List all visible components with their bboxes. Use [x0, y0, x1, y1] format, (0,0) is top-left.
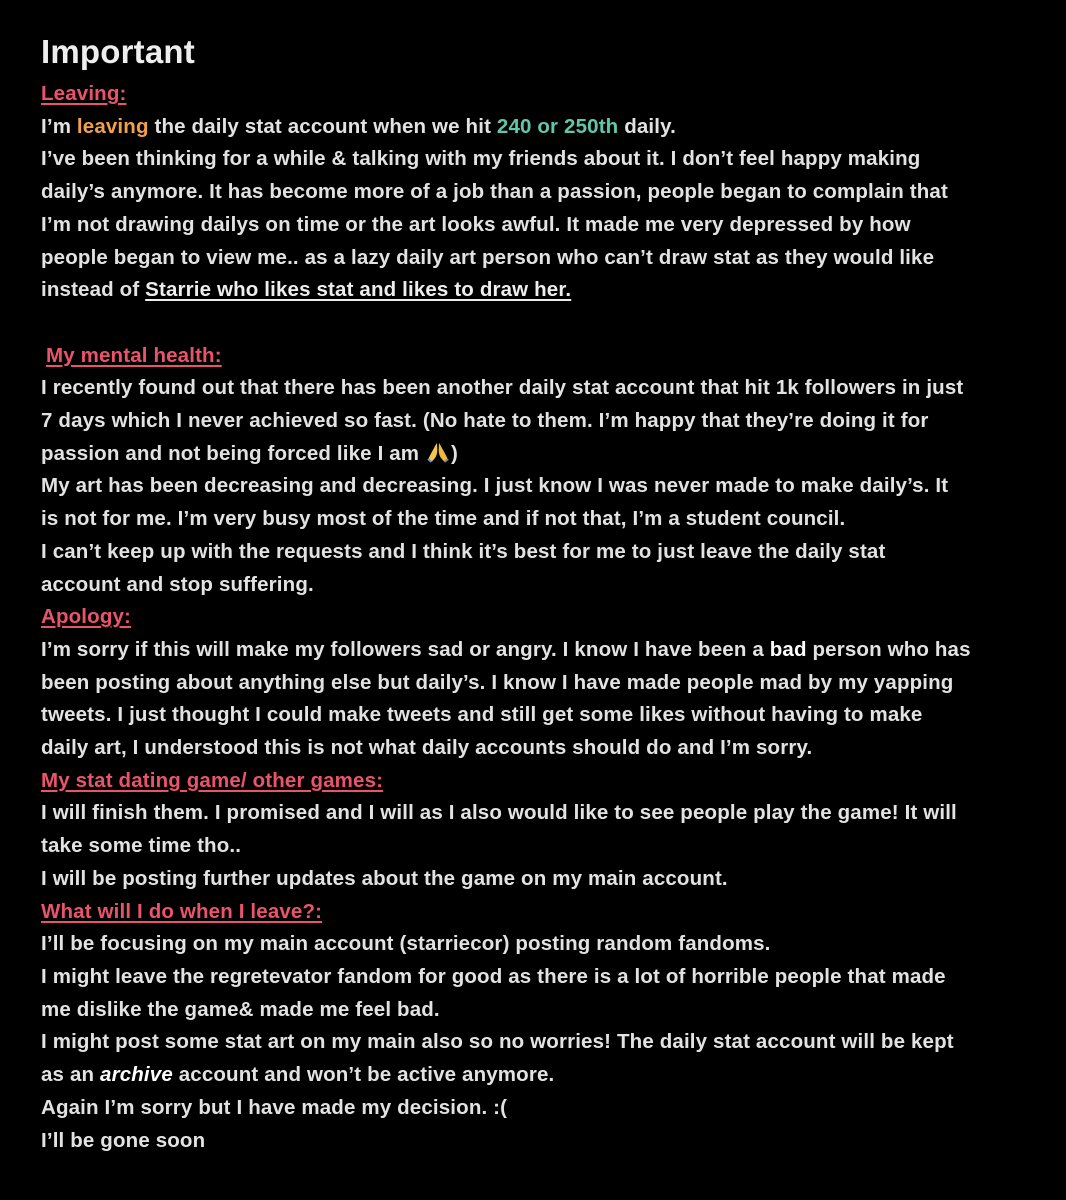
blank-line — [41, 307, 1036, 340]
section-heading-leaving: Leaving: — [41, 82, 127, 105]
apology-line-1: I’m sorry if this will make my followers sad or angry. I know I have been a bad person who has — [41, 637, 971, 661]
after-leave-line: I might post some stat art on my main also so no worries! The daily stat account will be kept — [41, 1030, 954, 1054]
page-title: Important — [41, 33, 195, 70]
section-heading-mental-health: My mental health: — [46, 343, 222, 367]
apology-line: been posting about anything else but daily’s. I know I have made people mad by my yapping — [41, 670, 954, 694]
after-leave-line: I might leave the regretevator fandom for good as there is a lot of horrible people that made — [41, 964, 946, 988]
mental-health-line: 7 days which I never achieved so fast. (No hate to them. I’m happy that they’re doing it for — [41, 409, 929, 433]
leaving-line: people began to view me.. as a lazy daily art person who can’t draw stat as they would like — [41, 245, 935, 269]
mental-health-line: I recently found out that there has been another daily stat account that hit 1k followers in just — [41, 376, 964, 400]
daily-number-highlight: 240 or 250th — [496, 114, 619, 138]
leaving-line-1: I’m leaving the daily stat account when we hit 240 or 250th daily. — [41, 114, 676, 138]
games-line: I will finish them. I promised and I will as I also would like to see people play the game! It will — [41, 801, 957, 825]
leaving-line-last: instead of Starrie who likes stat and likes to draw her. — [41, 278, 572, 302]
leaving-line: I’m not drawing dailys on time or the art looks awful. It made me very depressed by how — [41, 212, 911, 236]
note-body — [41, 78, 1036, 1157]
folded-hands-icon — [426, 441, 450, 463]
after-leave-line: I’ll be gone soon — [41, 1128, 206, 1152]
leaving-line: I’ve been thinking for a while & talking with my friends about it. I don’t feel happy making — [41, 147, 921, 171]
underlined-statement: Starrie who likes stat and likes to draw her. — [145, 278, 572, 302]
leaving-line: daily’s anymore. It has become more of a job than a passion, people began to complain that — [41, 180, 948, 204]
after-leave-line: me dislike the game& made me feel bad. — [41, 997, 440, 1021]
apology-line: daily art, I understood this is not what daily accounts should do and I’m sorry. — [41, 736, 813, 760]
mental-health-line: My art has been decreasing and decreasing. I just know I was never made to make daily’s. It — [41, 474, 949, 498]
games-line: I will be posting further updates about the game on my main account. — [41, 866, 728, 890]
mental-health-line: is not for me. I’m very busy most of the time and if not that, I’m a student council. — [41, 507, 846, 531]
leaving-highlight: leaving — [76, 114, 149, 138]
games-line: take some time tho.. — [41, 834, 242, 858]
bad-emphasis: bad — [769, 637, 807, 661]
after-leave-line: Again I’m sorry but I have made my decision. :( — [41, 1095, 508, 1119]
section-heading-apology: Apology: — [41, 605, 132, 629]
archive-line: as an archive account and won’t be active anymore. — [41, 1063, 555, 1087]
apology-line: tweets. I just thought I could make tweets and still get some likes without having to make — [41, 703, 923, 727]
mental-health-line-emoji: passion and not being forced like I am ) — [41, 441, 459, 465]
after-leave-line: I’ll be focusing on my main account (starriecor) posting random fandoms. — [41, 932, 771, 956]
archive-emphasis: archive — [100, 1063, 173, 1087]
section-heading-games: My stat dating game/ other games: — [41, 768, 384, 792]
mental-health-line: I can’t keep up with the requests and I think it’s best for me to just leave the daily stat — [41, 539, 886, 563]
mental-health-line: account and stop suffering. — [41, 572, 314, 596]
section-heading-after-leave: What will I do when I leave?: — [41, 899, 323, 923]
